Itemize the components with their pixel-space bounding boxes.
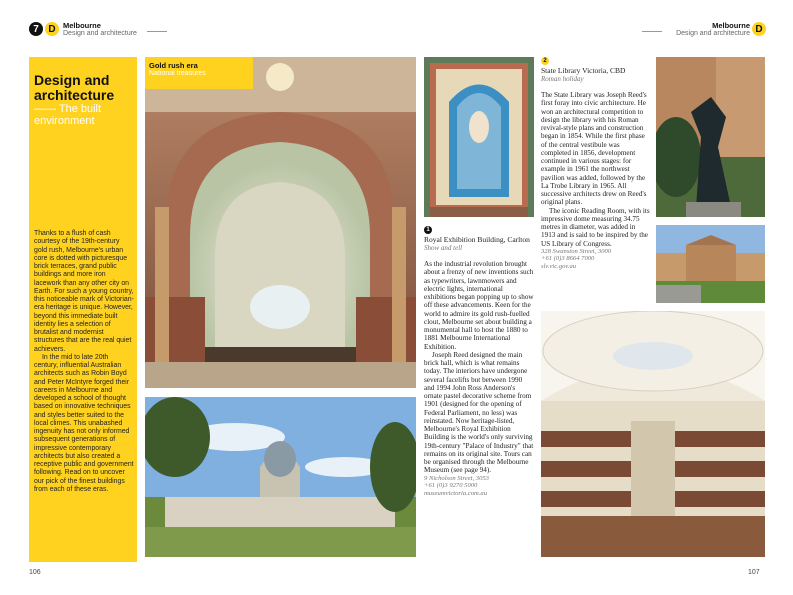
photo-reading-room bbox=[541, 311, 765, 557]
intro-subtitle-line2: environment bbox=[34, 115, 95, 127]
entry-1-tagline: Show and tell bbox=[424, 243, 463, 252]
entry-1-number: 1 bbox=[424, 226, 432, 234]
feature-label bbox=[145, 57, 253, 89]
entry-2-tagline: Roman holiday bbox=[541, 74, 584, 83]
entry-2 bbox=[541, 57, 651, 271]
header-chapter: Design and architecture bbox=[63, 30, 137, 37]
section-d-badge: D bbox=[45, 22, 59, 36]
photo-ceiling-mural bbox=[424, 57, 534, 217]
photo-library-exterior bbox=[656, 225, 765, 303]
intro-body bbox=[34, 230, 134, 494]
header-left-text bbox=[63, 21, 137, 38]
header-city: Melbourne bbox=[63, 21, 101, 30]
intro-subtitle-line1: —— The built bbox=[34, 103, 102, 115]
header-chapter-right: Design and architecture bbox=[676, 30, 750, 37]
section-d-badge-right: D bbox=[752, 22, 766, 36]
feature-title: Gold rush era bbox=[149, 61, 198, 70]
folio-right: 107 bbox=[748, 569, 760, 576]
entry-2-number: 2 bbox=[541, 57, 549, 65]
entry-2-phone: +61 (0)3 8664 7000 bbox=[541, 255, 595, 263]
entry-2-name: State Library Victoria, CBD bbox=[541, 66, 626, 75]
header-rule bbox=[147, 31, 167, 32]
entry-1-phone: +61 (0)3 9270 5000 bbox=[424, 482, 478, 490]
entry-1 bbox=[424, 226, 534, 497]
entry-1-paragraph: As the industrial revolution brought about a frenzy of new inventions such as typewriters, lawnmowers and electric lights, international exhibitions began popping up to show off these advancements. Keen for the world to admire its gold rush-fuelled clout, Melbourne set about building a monumental hall to host the 1880 to 1881 Melbourne International Exhibition. bbox=[424, 260, 534, 351]
page-number-badge: 7 bbox=[29, 22, 43, 36]
intro-paragraph: Thanks to a flush of cash courtesy of the 19th-century gold rush, Melbourne's urban core is dotted with picturesque brick terraces, grand public buildings and more iron lacework than any other city on Earth. For such a young country, this noticeable mark of Victorian-era heritage is unique. However, beyond this immediate built identity lies a selection of brutalist and modernist structures that are the real quiet achievers. bbox=[34, 230, 134, 353]
intro-paragraph: In the mid to late 20th century, influential Australian architects such as Robin Boyd and Peter McIntyre forged their careers in Melbourne and developed a school of thought based on innovative techniques and styles better suited to the local climes. This unabashed ingenuity has not only informed subsequent generations of impressive contemporary architects but also created a receptive public and government following. Read on to uncover our pick of the finest buildings from each of these eras. bbox=[34, 353, 134, 493]
entry-1-address: 9 Nicholson Street, 3053 bbox=[424, 474, 489, 482]
intro-title-line2: architecture bbox=[34, 87, 115, 103]
entry-2-paragraph: The State Library was Joseph Reed's first foray into civic architecture. He won an architectural competition to design the library with his Roman revival-style plans and construction began in 1854. While the first phase of the central vestibule was completed in 1856, development continued in various stages: for example in 1961 the northwest pavilion was added, followed by the La Trobe Library in 1965. All successive architects drew on Reed's original plans. bbox=[541, 91, 647, 207]
intro-heading bbox=[34, 73, 134, 127]
entry-2-address: 328 Swanston Street, 3000 bbox=[541, 247, 612, 255]
entry-1-paragraph: Joseph Reed designed the main brick hall, which is what remains today. The interiors have undergone several facelifts but between 1990 and 1994 John Ross Anderson's ornate pastel decorative scheme from 1901 (designed for the opening of Federal Parliament, no less) was reinstated. Now heritage-listed, Melbourne's Royal Exhibition Building is the world's only surviving 19th-century "Palace of Industry" that remains on its original site. Tours can be organised through the Melbourne Museum (see page 94). bbox=[424, 350, 534, 475]
entry-1-name: Royal Exhibition Building, Carlton bbox=[424, 235, 530, 244]
photo-exhibition-interior bbox=[145, 57, 416, 388]
entry-2-web[interactable]: slv.vic.gov.au bbox=[541, 263, 577, 271]
entry-1-web[interactable]: museumvictoria.com.au bbox=[424, 489, 487, 497]
feature-subtitle: National treasures bbox=[149, 70, 206, 77]
folio-left: 106 bbox=[29, 569, 41, 576]
entry-2-paragraph: The iconic Reading Room, with its impressive dome measuring 34.75 metres in diameter, was added in 1913 and is said to be inspired by the US Library of Congress. bbox=[541, 206, 650, 248]
photo-exhibition-exterior bbox=[145, 397, 416, 557]
header-right-text bbox=[666, 21, 750, 38]
header-rule-right bbox=[642, 31, 662, 32]
header-city-right: Melbourne bbox=[712, 21, 750, 30]
photo-statue bbox=[656, 57, 765, 217]
entry-2-body bbox=[541, 91, 651, 248]
entry-1-body bbox=[424, 260, 534, 475]
intro-title-line1: Design and bbox=[34, 72, 110, 88]
